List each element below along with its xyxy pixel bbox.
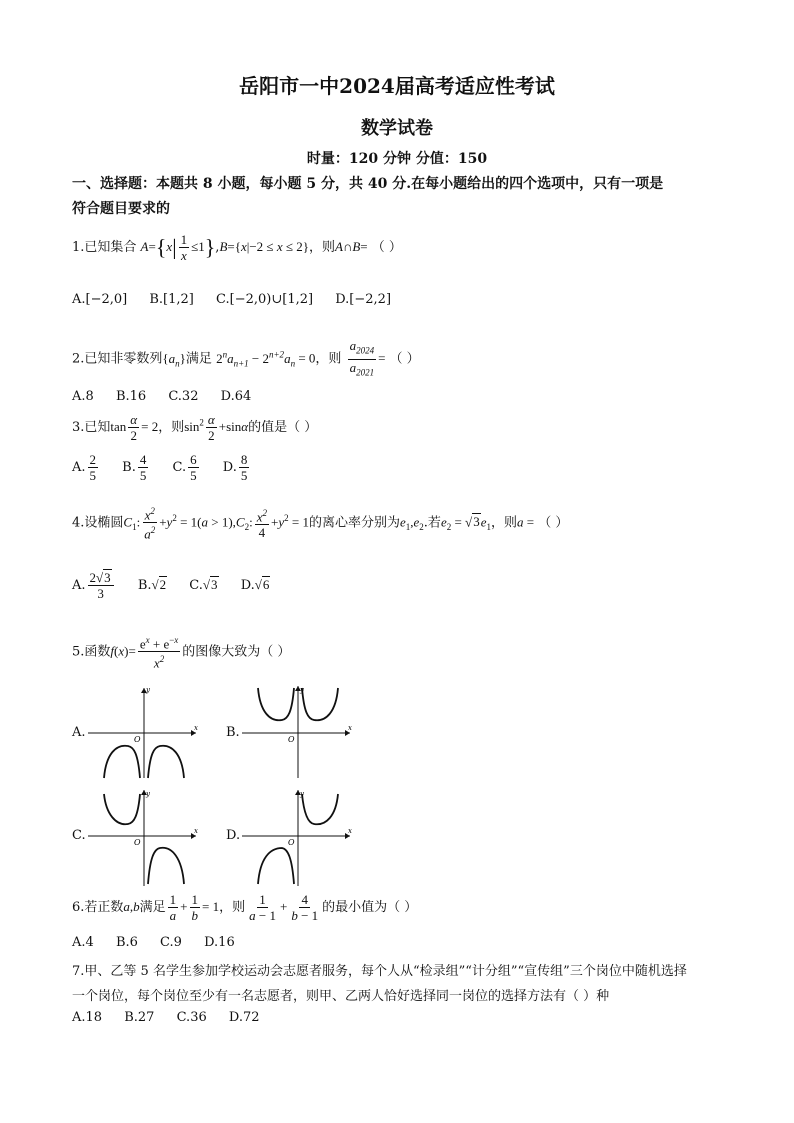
x-axis-label: x [194, 724, 198, 732]
q5-graph-b[interactable] [236, 682, 356, 782]
question-1: 1.已知集合 A={x| $\frac{1}{x}$ ≤1},B={x|−2 ≤ x ≤ 2}，则A∩B= （ ） [72, 232, 402, 263]
q4-option-b[interactable]: B.√2 [137, 577, 167, 593]
exam-title: 岳阳市一中2024届高考适应性考试 [239, 74, 555, 98]
question-7-line1: 7.甲、乙等 5 名学生参加学校运动会志愿者服务，每个人从“检录组”“计分组”“宣传组”三个岗位中随机选择 [72, 964, 687, 979]
q5-option-b-label[interactable]: B. [226, 725, 240, 740]
q2-option-d[interactable]: D.64 [220, 389, 252, 404]
q3-option-d[interactable]: D. $\frac{8}{5}$ [222, 452, 248, 483]
q5-option-c-label[interactable]: C. [72, 828, 86, 843]
q6-option-c[interactable]: C.9 [160, 935, 182, 950]
y-axis-label: y [300, 790, 304, 798]
q1-option-b[interactable]: B.[1,2] [149, 292, 194, 307]
q4-option-d[interactable]: D.√6 [240, 577, 270, 593]
q6-option-b[interactable]: B.6 [115, 935, 138, 950]
question-3: 3.已知tan $\frac{\alpha}{2}$ = 2，则$\sin^2$ $\frac{\alpha}{2}$ +sinα的值是（ ） [72, 412, 318, 443]
q3-option-c[interactable]: C. $\frac{6}{5}$ [172, 452, 197, 483]
question-7-options [72, 1010, 278, 1025]
origin-label: O [134, 735, 141, 744]
q3-option-a[interactable]: A. $\frac{2}{5}$ [72, 452, 97, 483]
q5-option-a-label[interactable]: A. [72, 725, 86, 740]
y-axis-label: y [300, 686, 304, 694]
q1-option-d[interactable]: D.[−2,2] [335, 292, 392, 307]
q2-option-a[interactable]: A.8 [72, 389, 94, 404]
question-6: 6.若正数a,b满足 $\frac{1}{a}$ + $\frac{1}{b}$ = 1，则 $\frac{1}{a - 1}$ + $\frac{4}{b - 1}$ 的最小值为（ ） [72, 892, 418, 923]
q5-graph-d[interactable] [236, 786, 356, 890]
q5-graph-c[interactable] [82, 786, 202, 890]
question-2: 2.已知非零数列$\{a_n\}$满足 $2^na_{n+1} - 2^{n+2}a_n = 0$，则 $\frac{a_{2024}}{a_{2021}}$ = （ ） [72, 338, 420, 378]
q6-option-a[interactable]: A.4 [72, 935, 94, 950]
exam-meta: 时量：120 分钟 分值：150 [306, 151, 488, 167]
section-heading-line1: 一、选择题：本题共 8 小题，每小题 5 分，共 40 分.在每小题给出的四个选项中，只有一项是 [72, 176, 664, 192]
question-5: 5.函数f(x)= $\frac{e^x + e^{-x}}{x^2}$ 的图像大致为（ ） [72, 635, 291, 671]
exam-subtitle: 数学试卷 [361, 118, 433, 139]
y-axis-label: y [146, 686, 150, 694]
section-heading-line2: 符合题目要求的 [72, 201, 170, 217]
question-3-options [72, 452, 269, 483]
x-axis-label: x [348, 827, 352, 835]
q4-option-a[interactable]: A. $\frac{2√3}{3}$ [72, 570, 116, 601]
q1-option-c[interactable]: C.[−2,0)∪[1,2] [216, 292, 314, 307]
question-2-options [72, 389, 269, 404]
q7-option-d[interactable]: D.72 [228, 1010, 260, 1025]
question-7-line2: 一个岗位，每个岗位至少有一名志愿者，则甲、乙两人恰好选择同一岗位的选择方法有（ ）种 [72, 989, 610, 1004]
q7-option-b[interactable]: B.27 [124, 1010, 155, 1025]
origin-label: O [134, 838, 141, 847]
q2-option-c[interactable]: C.32 [168, 389, 199, 404]
q7-option-a[interactable]: A.18 [72, 1010, 103, 1025]
q6-option-d[interactable]: D.16 [204, 935, 235, 950]
x-axis-label: x [194, 827, 198, 835]
q4-option-c[interactable]: C.√3 [189, 577, 218, 593]
y-axis-label: y [146, 790, 150, 798]
origin-label: O [288, 735, 295, 744]
q7-option-c[interactable]: C.36 [176, 1010, 207, 1025]
question-6-options [72, 935, 253, 950]
question-1-options [72, 292, 409, 307]
x-axis-label: x [348, 724, 352, 732]
q5-graph-a[interactable] [82, 682, 202, 782]
question-4-options [72, 570, 288, 601]
question-4: 4.设椭圆$C_1$: $\frac{x^2}{a^2}$ $+y^2 = 1(a > 1),C_2$: $\frac{x^2}{4}$ $+y^2 = 1$的离心率分别为$e_1,e_2$.若$e_2 = √3e_1$，则a = （ ） [72, 506, 569, 542]
q3-option-b[interactable]: B. $\frac{4}{5}$ [122, 452, 147, 483]
q1-option-a[interactable]: A.[−2,0] [72, 292, 128, 307]
q5-option-d-label[interactable]: D. [226, 828, 241, 843]
origin-label: O [288, 838, 295, 847]
q2-option-b[interactable]: B.16 [115, 389, 147, 404]
